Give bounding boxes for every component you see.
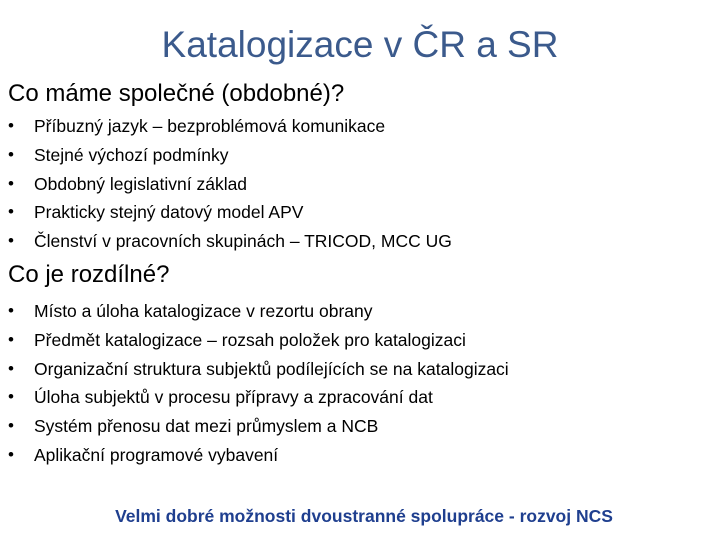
slide-title: Katalogizace v ČR a SR xyxy=(161,24,559,65)
bullet-icon: • xyxy=(8,144,14,164)
bullet-icon: • xyxy=(8,231,14,251)
bullet-icon: • xyxy=(8,202,14,222)
bullet-icon: • xyxy=(8,444,14,464)
list-item-text: Aplikační programové vybavení xyxy=(34,444,279,465)
list-item-text: Úloha subjektů v procesu přípravy a zpracování dat xyxy=(34,387,433,408)
bullet-icon: • xyxy=(8,358,14,378)
bullet-icon: • xyxy=(8,116,14,135)
bullet-icon: • xyxy=(8,329,14,349)
list-item-text: Členství v pracovních skupinách – TRICOD, MCC UG xyxy=(34,231,452,252)
different-heading: Co je rozdílné? xyxy=(8,261,170,288)
footer-note: Velmi dobré možnosti dvoustranné spolupráce - rozvoj NCS xyxy=(115,506,613,526)
bullet-icon: • xyxy=(8,416,14,436)
list-item-text: Organizační struktura subjektů podílejících se na katalogizaci xyxy=(34,358,509,379)
bullet-icon: • xyxy=(8,387,14,407)
list-item-text: Místo a úloha katalogizace v rezortu obrany xyxy=(34,301,373,321)
bullet-icon: • xyxy=(8,173,14,193)
list-item-text: Obdobný legislativní základ xyxy=(34,173,248,194)
list-item-text: Systém přenosu dat mezi průmyslem a NCB xyxy=(34,416,379,437)
list-item-text: Příbuzný jazyk – bezproblémová komunikace xyxy=(34,116,386,136)
common-heading: Co máme společné (obdobné)? xyxy=(8,80,345,107)
list-item-text: Stejné výchozí podmínky xyxy=(34,144,229,165)
list-item-text: Prakticky stejný datový model APV xyxy=(34,202,304,223)
list-item-text: Předmět katalogizace – rozsah položek pro katalogizaci xyxy=(34,329,466,350)
bullet-icon: • xyxy=(8,301,14,320)
